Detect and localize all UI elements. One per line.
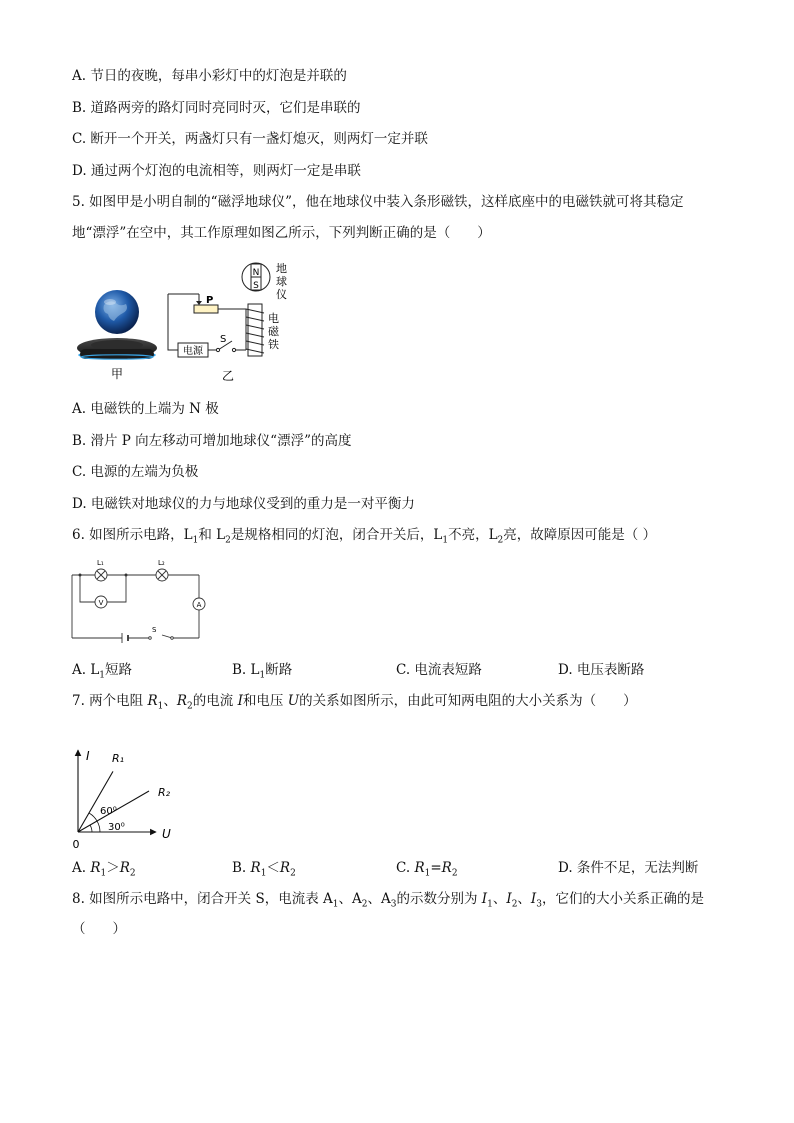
- figure-label-yi: 乙: [221, 369, 235, 383]
- q5-stem-line1: 5. 如图甲是小明自制的“磁浮地球仪”，他在地球仪中装入条形磁铁，这样底座中的电磁铁就可将其稳定: [72, 194, 684, 210]
- power-label: 电源: [183, 346, 203, 357]
- electromagnet-vertical-label: [268, 311, 280, 351]
- origin-label: 0: [72, 838, 80, 851]
- junction-dot: [125, 574, 128, 577]
- globe-label-2: 球: [276, 275, 287, 288]
- magnet-n-label: N: [252, 268, 260, 278]
- maglev-base-icon: [77, 338, 157, 359]
- q7-option-b: B. $R_1<R_2$: [232, 860, 296, 879]
- q7-iu-graph: [70, 746, 190, 850]
- angle-label-30: 30⁰: [108, 822, 125, 833]
- q6-switch-label: S: [152, 626, 157, 634]
- figure-label-jia: 甲: [110, 367, 124, 381]
- power-source-icon: [178, 343, 208, 357]
- q4-option-a: A. 节日的夜晚，每串小彩灯中的灯泡是并联的: [72, 68, 347, 84]
- q5-option-a: A. 电磁铁的上端为 N 极: [72, 401, 219, 417]
- ammeter-icon: [193, 598, 205, 610]
- q8-stem-line2: （ ）: [72, 921, 126, 937]
- q4-option-c: C. 断开一个开关，两盏灯只有一盏灯熄灭，则两灯一定并联: [72, 131, 428, 147]
- q6-option-c: C. 电流表短路: [396, 662, 482, 678]
- angle-arc-30: [90, 825, 92, 832]
- q6-option-b: B. $L_1$断路: [232, 662, 293, 681]
- q5-option-c: C. 电源的左端为负极: [72, 464, 199, 480]
- q7-option-d: D. 条件不足，无法判断: [558, 860, 699, 876]
- q6-wires: [72, 575, 199, 638]
- q6-option-a: A. $L_1$短路: [72, 662, 133, 681]
- series-label-r2: R₂: [158, 786, 171, 799]
- lamp-l1-icon: [95, 559, 107, 581]
- electromagnet-label-3: 铁: [268, 338, 279, 351]
- switch-icon: [216, 334, 235, 352]
- lamp-l2-label: L₂: [158, 559, 165, 567]
- axis-label-i: I: [86, 749, 90, 763]
- globe-label-1: 地: [276, 262, 287, 275]
- q5-figure-yi: [162, 258, 292, 386]
- q7-option-a: A. $R_1>R_2$: [72, 860, 136, 879]
- switch-s-label: S: [220, 334, 227, 345]
- q7-option-c: C. $R_1=R_2$: [396, 860, 458, 879]
- lamp-l1-label: L₁: [97, 559, 104, 567]
- q8-stem-line1: 8. 如图所示电路中，闭合开关 S，电流表 $A_1$、$A_2$、$A_3$的示数分别为 $I_1$、$I_2$、$I_3$，它们的大小关系正确的是: [72, 891, 704, 910]
- series-label-r1: R₁: [112, 752, 125, 765]
- globe-icon: [95, 290, 139, 334]
- electromagnet-label-1: 电: [268, 312, 279, 325]
- globe-label-3: 仪: [276, 288, 287, 301]
- q6-stem: 6. 如图所示电路，$L_1$和 $L_2$是规格相同的灯泡，闭合开关后，$L_1$不亮，$L_2$亮，故障原因可能是（ ）: [72, 527, 657, 546]
- electromagnet-label-2: 磁: [268, 325, 279, 338]
- bar-magnet-icon: [242, 263, 270, 291]
- q4-option-b: B. 道路两旁的路灯同时亮同时灭，它们是串联的: [72, 100, 361, 116]
- rheostat-icon: [194, 295, 218, 313]
- q7-options: [72, 859, 732, 877]
- voltmeter-icon: [95, 596, 107, 608]
- junction-dot: [79, 574, 82, 577]
- q6-circuit-figure: [66, 556, 216, 644]
- q5-option-d: D. 电磁铁对地球仪的力与地球仪受到的重力是一对平衡力: [72, 496, 415, 512]
- q6-option-d: D. 电压表断路: [558, 662, 645, 678]
- slider-p-label: P: [206, 295, 214, 306]
- axis-label-u: U: [162, 827, 171, 841]
- q6-options: [72, 661, 732, 679]
- q5-figure-jia: [72, 285, 162, 385]
- q4-option-d: D. 通过两个灯泡的电流相等，则两灯一定是串联: [72, 163, 361, 179]
- magnet-s-label: S: [253, 281, 259, 291]
- globe-vertical-label: [276, 261, 287, 301]
- battery-icon: [122, 633, 128, 643]
- angle-label-60: 60⁰: [100, 806, 117, 817]
- ammeter-label: A: [196, 601, 202, 609]
- q5-stem-line2: 地“漂浮”在空中，其工作原理如图乙所示，下列判断正确的是（ ）: [72, 225, 491, 241]
- electromagnet-icon: [246, 304, 264, 356]
- lamp-l2-icon: [156, 559, 168, 581]
- voltmeter-label: V: [98, 599, 104, 607]
- q5-option-b: B. 滑片 P 向左移动可增加地球仪“漂浮”的高度: [72, 433, 352, 449]
- q7-stem: 7. 两个电阻 $R_1$、$R_2$的电流 I和电压 U的关系如图所示，由此可知两电阻的大小关系为（ ）: [72, 693, 637, 712]
